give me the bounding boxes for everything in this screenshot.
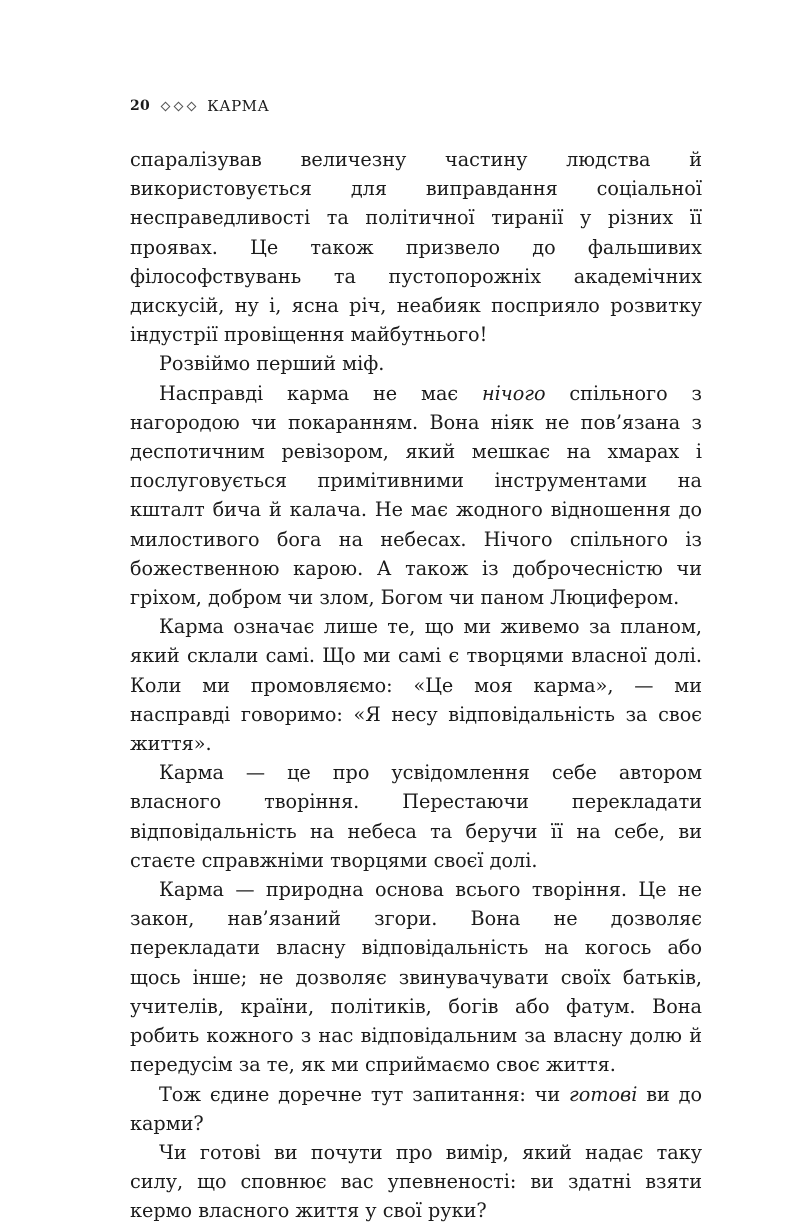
page-number: 20 [130,98,151,114]
paragraph-text: спільного з нагородою чи покаранням. Вона ніяк не пов’язана з деспотичним ревізором, який мешкає на хмарах і послуговується примітивними інструментами на кшталт бича й калача. Не має жодного відношення до милостивого бога на небесах. Нічого спільного із божественною карою. А також із доброчесністю чи гріхом, добром чи злом, Богом чи паном Люцифером. [130,381,702,610]
emphasis-text: готові [569,1082,638,1106]
paragraph: Розвіймо перший міф. [159,352,385,376]
diamond-ornament-icon [159,103,198,110]
paragraph: Карма — природна основа всього творіння. Це не закон, нав’язаний згори. Вона не дозволяє перекладати власну відповідальність на когось або щось інше; не дозволяє звинувачувати своїх батьків, учителів, країни, політиків, богів або фатум. Вона робить кожного з нас відповідальним за власну долю й передусім за те, як ми сприймаємо своє життя. [130,878,702,1077]
paragraph-text: Насправді карма не має [159,381,483,405]
paragraph: Карма означає лише те, що ми живемо за планом, який склали самі. Що ми самі є творцями власної долі. Коли ми промовляємо: «Це моя карма», — ми насправді говоримо: «Я несу відповідальність за своє життя». [130,615,702,756]
diamond-icon [174,101,184,111]
diamond-icon [187,101,197,111]
paragraph [130,379,702,613]
running-head-title: КАРМА [207,97,270,115]
paragraph [130,1080,702,1138]
paragraph-text: ви до карми? [130,1082,702,1135]
emphasis-text: нічого [482,381,546,405]
paragraph: Чи готові ви почути про вимір, який надає таку силу, що сповнює вас упевненості: ви здатні взяти кермо власного життя у свої руки? [130,1140,702,1223]
running-head [130,96,269,116]
paragraph: спаралізував величезну частину людства й використовується для виправдання соціальної несправедливості та політичної тиранії у різних її проявах. Це також призвело до фальшивих філософствувань та пустопорожніх академічних дискусій, ну і, ясна річ, неабияк посприяло розвитку індустрії провіщення майбутнього! [130,148,702,347]
paragraph: Карма — це про усвідомлення себе автором власного творіння. Перестаючи перекладати відповідальність на небеса та беручи її на себе, ви стаєте справжніми творцями своєї долі. [130,761,702,872]
diamond-icon [161,101,171,111]
body-text [130,145,702,1226]
paragraph-text: Тож єдине доречне тут запитання: чи [159,1082,570,1106]
